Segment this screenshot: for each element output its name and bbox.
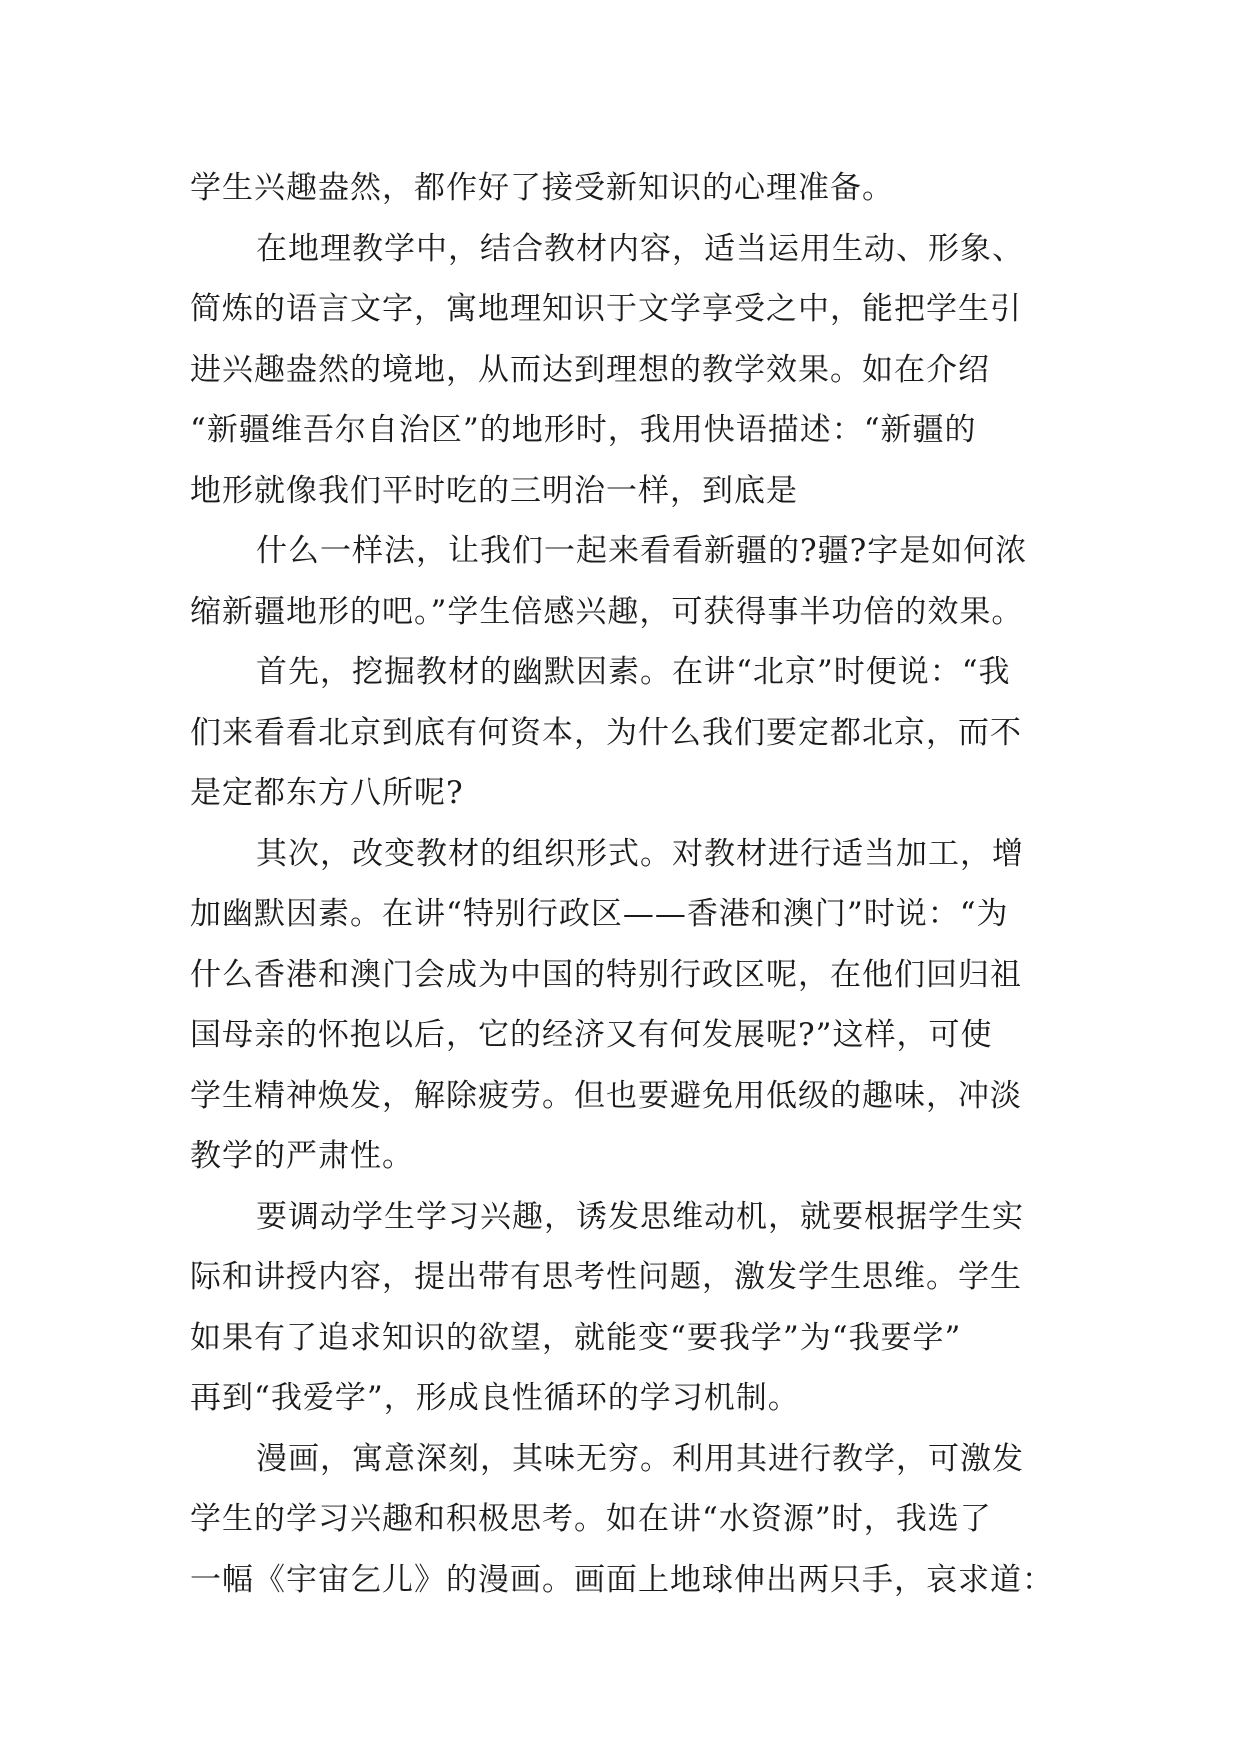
text-line: 再到“我爱学”，形成良性循环的学习机制。 — [190, 1380, 800, 1416]
text-line: 学生兴趣盎然，都作好了接受新知识的心理准备。 — [190, 170, 894, 206]
text-line: 国母亲的怀抱以后，它的经济又有何发展呢?”这样，可使 — [190, 1017, 993, 1053]
text-line: 什么一样法，让我们一起来看看新疆的?疆?字是如何浓 — [256, 533, 1028, 569]
text-line: 地形就像我们平时吃的三明治一样，到底是 — [190, 472, 798, 509]
text-line: 是定都东方八所呢? — [190, 775, 464, 811]
text-line: 教学的严肃性。 — [190, 1138, 414, 1174]
text-line: 简炼的语言文字，寓地理知识于文学享受之中，能把学生引 — [190, 291, 1022, 327]
text-line: 缩新疆地形的吧。”学生倍感兴趣，可获得事半功倍的效果。 — [190, 593, 1024, 630]
text-line: 学生的学习兴趣和积极思考。如在讲“水资源”时，我选了 — [190, 1501, 992, 1537]
text-line: 漫画，寓意深刻，其味无穷。利用其进行教学，可激发 — [256, 1440, 1024, 1477]
text-line: 际和讲授内容，提出带有思考性问题，激发学生思维。学生 — [190, 1259, 1022, 1295]
text-line: 们来看看北京到底有何资本，为什么我们要定都北京，而不 — [190, 714, 1022, 751]
text-line: 学生精神焕发，解除疲劳。但也要避免用低级的趣味，冲淡 — [190, 1077, 1022, 1114]
text-line: 首先，挖掘教材的幽默因素。在讲“北京”时便说：“我 — [256, 654, 1011, 690]
text-line: 什么香港和澳门会成为中国的特别行政区呢，在他们回归祖 — [190, 956, 1022, 993]
text-line: “新疆维吾尔自治区”的地形时，我用快语描述：“新疆的 — [190, 412, 977, 448]
text-line: 在地理教学中，结合教材内容，适当运用生动、形象、 — [256, 230, 1024, 267]
text-line: 要调动学生学习兴趣，诱发思维动机，就要根据学生实 — [256, 1198, 1024, 1235]
text-line: 进兴趣盎然的境地，从而达到理想的教学效果。如在介绍 — [190, 351, 990, 388]
text-line: 加幽默因素。在讲“特别行政区——香港和澳门”时说：“为 — [190, 896, 1009, 932]
text-line: 如果有了追求知识的欲望，就能变“要我学”为“我要学” — [190, 1319, 962, 1356]
text-line: 其次，改变教材的组织形式。对教材进行适当加工，增 — [256, 835, 1024, 872]
text-line: 一幅《宇宙乞儿》的漫画。画面上地球伸出两只手，哀求道： — [190, 1561, 1054, 1598]
body-text — [190, 158, 1070, 1610]
